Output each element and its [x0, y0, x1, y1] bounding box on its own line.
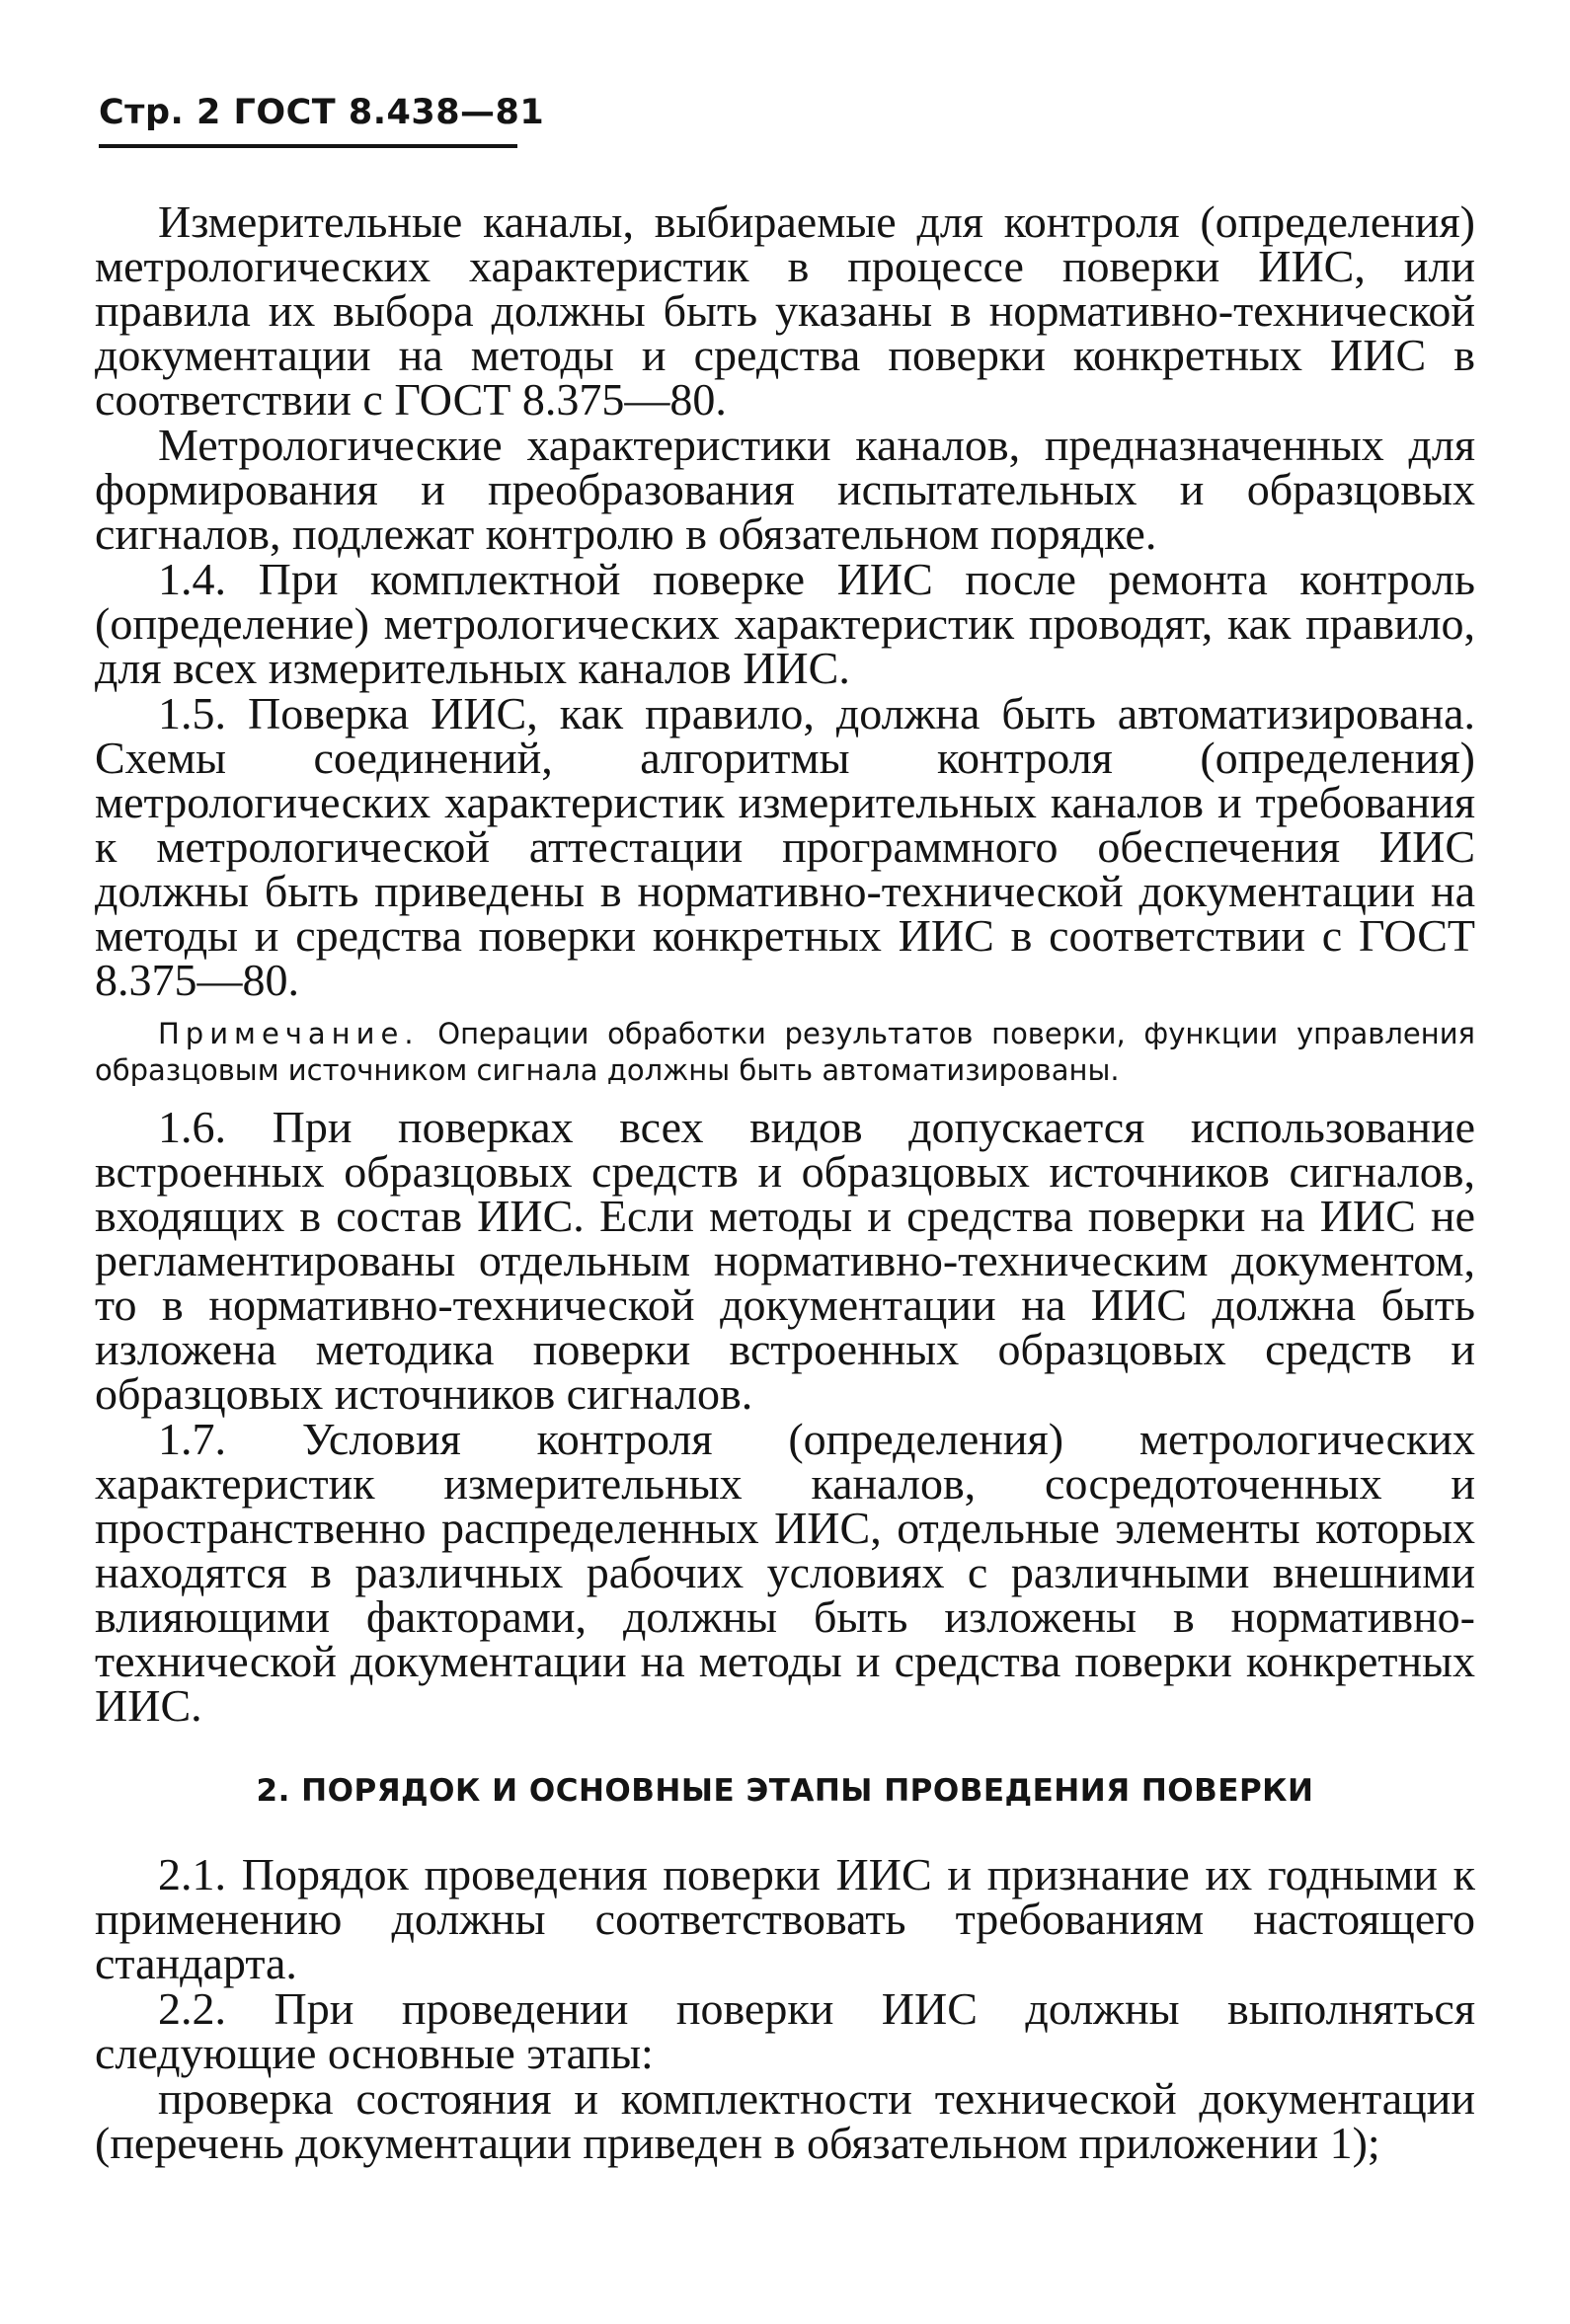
page-header: Стр. 2 ГОСТ 8.438—81 [99, 93, 545, 132]
paragraph-1-4: 1.4. При комплектной поверке ИИС после ремонта контроль (определение) метрологических характеристик проводят, как правило, для всех измерительных каналов ИИС. [95, 554, 1475, 693]
section-2-title: 2. ПОРЯДОК И ОСНОВНЫЕ ЭТАПЫ ПРОВЕДЕНИЯ ПОВЕРКИ [256, 1773, 1314, 1809]
body-upper [95, 196, 1475, 1731]
header-rule [99, 144, 517, 148]
note-text: Операции обработки результатов поверки, функции управления образцовым источником сигнала должны быть автоматизированы. [95, 1017, 1475, 1087]
paragraph-signal-channels: Метрологические характеристики каналов, предназначенных для формирования и преобразования испытательных и образцовых сигналов, подлежат контролю в обязательном порядке. [95, 420, 1475, 559]
paragraph-2-2: 2.2. При проведении поверки ИИС должны выполняться следующие основные этапы: [95, 1983, 1475, 2078]
paragraph-stage-documentation: проверка состояния и комплектности технической документации (перечень документации приведен в обязательном приложении 1); [95, 2073, 1475, 2168]
paragraph-1-7: 1.7. Условия контроля (определения) метрологических характеристик измерительных каналов, сосредоточенных и пространственно распределенных ИИС, отдельные элементы которых находятся в различных рабочих условиях с различными внешними влияющими факторами, должны быть изложены в нормативно-технической документации на методы и средства поверки конкретных ИИС. [95, 1414, 1475, 1731]
note [95, 1016, 1475, 1089]
paragraph-1-5: 1.5. Поверка ИИС, как правило, должна быть автоматизирована. Схемы соединений, алгоритмы контроля (определения) метрологических характеристик измерительных каналов и требования к метрологической аттестации программного обеспечения ИИС должны быть приведены в нормативно-технической документации на методы и средства поверки конкретных ИИС в соответствии с ГОСТ 8.375—80. [95, 688, 1475, 1005]
paragraph-2-1: 2.1. Порядок проведения поверки ИИС и признание их годными к применению должны соответствовать требованиям настоящего стандарта. [95, 1849, 1475, 1988]
body-lower [95, 1849, 1475, 2168]
note-label: Примечание. [158, 1017, 420, 1050]
paragraph-1-6: 1.6. При поверках всех видов допускается использование встроенных образцовых средств и образцовых источников сигналов, входящих в состав ИИС. Если методы и средства поверки на ИИС не регламентированы отдельным нормативно-техническим документом, то в нормативно-технической документации на ИИС должна быть изложена методика поверки встроенных образцовых средств и образцовых источников сигналов. [95, 1102, 1475, 1419]
paragraph-channels-selection: Измерительные каналы, выбираемые для контроля (определения) метрологических характеристик в процессе поверки ИИС, или правила их выбора должны быть указаны в нормативно-технической документации на методы и средства поверки конкретных ИИС в соответствии с ГОСТ 8.375—80. [95, 196, 1475, 425]
